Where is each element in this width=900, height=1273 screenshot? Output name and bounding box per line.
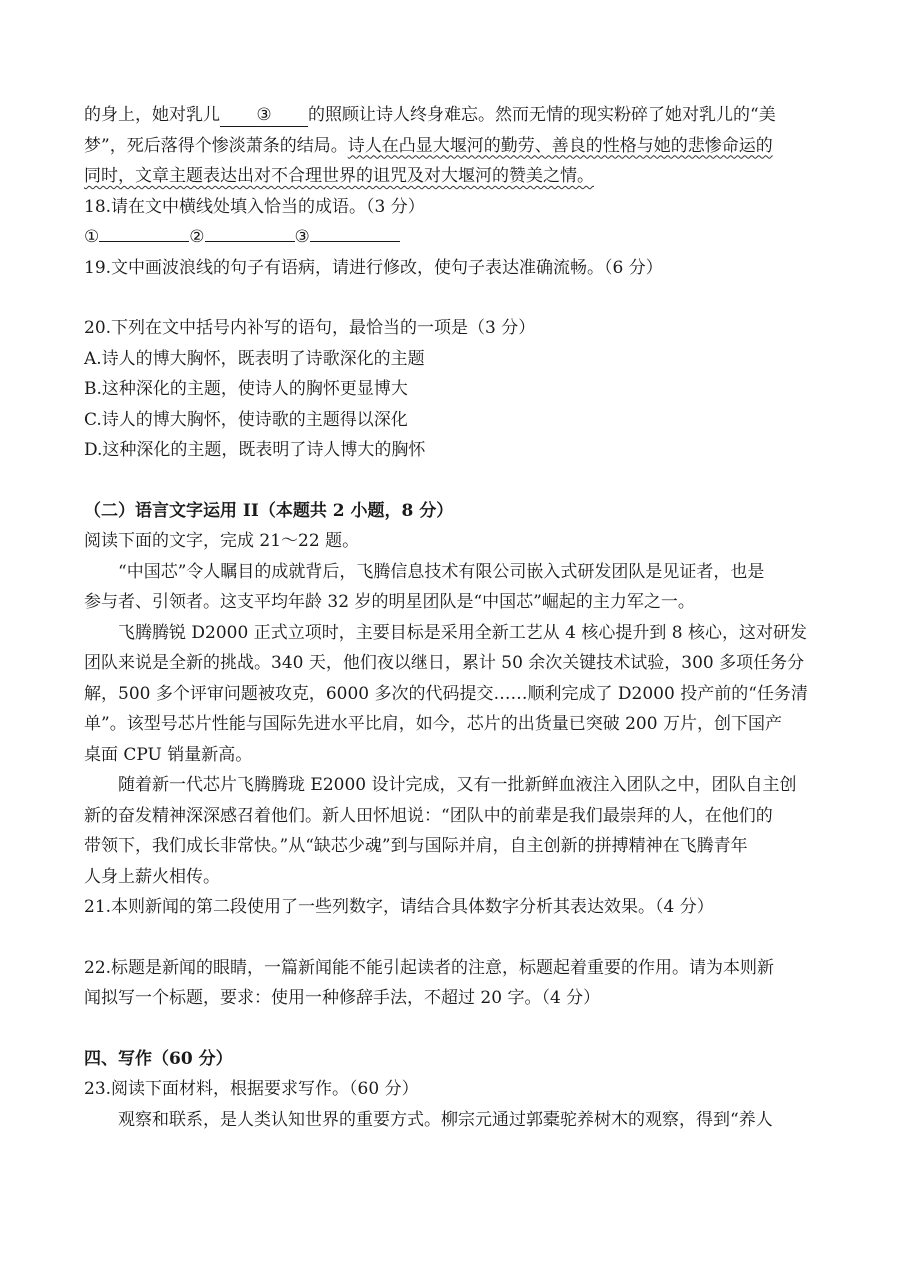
writing-material: 观察和联系，是人类认知世界的重要方式。柳宗元通过郭橐驼养树木的观察，得到“养人 xyxy=(118,1109,773,1130)
option-c[interactable]: C.诗人的博大胸怀，使诗歌的主题得以深化 xyxy=(84,409,408,430)
news-line: 参与者、引领者。这支平均年龄 32 岁的明星团队是“中国芯”崛起的主力军之一。 xyxy=(84,592,695,612)
option-b[interactable]: B.这种深化的主题，使诗人的胸怀更显博大 xyxy=(84,379,408,399)
news-line: 新的奋发精神深深感召着他们。新人田怀旭说：“团队中的前辈是我们最崇拜的人，在他们的 xyxy=(84,805,773,826)
question-22: 22.标题是新闻的眼睛，一篇新闻能不能引起读者的注意，标题起着重要的作用。请为本则新 xyxy=(84,957,775,978)
passage-text: 的身上，她对乳儿 xyxy=(84,105,220,125)
blank-label-2: ② xyxy=(189,227,205,247)
news-line: 团队来说是全新的挑战。340 天，他们夜以继日，累计 50 余次关键技术试验，300 多项任务分 xyxy=(84,653,805,673)
answer-blank-1[interactable] xyxy=(99,223,189,242)
question-22-cont: 闻拟写一个标题，要求：使用一种修辞手法，不超过 20 字。（4 分） xyxy=(84,988,601,1008)
question-18: 18.请在文中横线处填入恰当的成语。（3 分） xyxy=(84,196,425,217)
blank-label-3: ③ xyxy=(294,227,310,247)
option-d[interactable]: D.这种深化的主题，既表明了诗人博大的胸怀 xyxy=(84,440,426,460)
wavy-sentence: 同时，文章主题表达出对不合理世界的诅咒及对大堰河的赞美之情。 xyxy=(84,166,594,186)
question-19: 19.文中画波浪线的句子有语病，请进行修改，使句子表达准确流畅。（6 分） xyxy=(84,257,663,278)
question-21: 21.本则新闻的第二段使用了一些列数字，请结合具体数字分析其表达效果。（4 分） xyxy=(84,897,714,917)
news-line: 带领下，我们成长非常快。”从“缺芯少魂”到与国际并肩，自主创新的拼搏精神在飞腾青年 xyxy=(84,836,748,856)
answer-blank-3[interactable] xyxy=(310,223,400,242)
option-a[interactable]: A.诗人的博大胸怀，既表明了诗歌深化的主题 xyxy=(84,348,425,369)
news-paragraph-2: 飞腾腾锐 D2000 正式立项时，主要目标是采用全新工艺从 4 核心提升到 8 核心，这对研发 xyxy=(118,622,807,643)
passage-text: 梦”，死后落得个惨淡萧条的结局。 xyxy=(84,135,348,156)
news-line: 桌面 CPU 销量新高。 xyxy=(84,744,253,765)
news-paragraph-1: “中国芯”令人瞩目的成就背后，飞腾信息技术有限公司嵌入式研发团队是见证者，也是 xyxy=(118,561,765,582)
passage-line-2 xyxy=(84,131,820,162)
answer-space[interactable] xyxy=(84,283,820,313)
section-2-instruction: 阅读下面的文字，完成 21～22 题。 xyxy=(84,531,360,551)
answer-space[interactable] xyxy=(84,1014,820,1044)
news-line: 解，500 多个评审问题被攻克，6000 多次的代码提交……顺利完成了 D2000 投产前的“任务清 xyxy=(84,683,808,704)
news-line: 人身上薪火相传。 xyxy=(84,866,220,887)
blank-label-1: ① xyxy=(84,227,100,247)
question-20: 20.下列在文中括号内补写的语句，最恰当的一项是（3 分） xyxy=(84,318,536,338)
passage-line-1 xyxy=(84,100,820,131)
answer-space[interactable] xyxy=(84,923,820,953)
section-2-heading: （二）语言文字运用 II（本题共 2 小题，8 分） xyxy=(84,500,454,521)
section-4-heading: 四、写作（60 分） xyxy=(84,1048,233,1069)
news-paragraph-3: 随着新一代芯片飞腾腾珑 E2000 设计完成，又有一批新鲜血液注入团队之中，团队自主创 xyxy=(118,775,797,795)
answer-blank-2[interactable] xyxy=(205,223,295,242)
spacer xyxy=(84,466,820,496)
blank-3: ③ xyxy=(220,104,308,127)
wavy-sentence: 诗人在凸显大堰河的勤劳、善良的性格与她的悲惨命运的 xyxy=(347,135,773,156)
passage-text: 的照顾让诗人终身难忘。然而无情的现实粉碎了她对乳儿的“美 xyxy=(308,105,776,125)
passage-line-3 xyxy=(84,161,820,192)
question-18-blanks xyxy=(84,222,820,253)
question-23: 23.阅读下面材料，根据要求写作。（60 分） xyxy=(84,1079,419,1099)
news-line: 单”。该型号芯片性能与国际先进水平比肩，如今，芯片的出货量已突破 200 万片，创下国产 xyxy=(84,714,782,734)
